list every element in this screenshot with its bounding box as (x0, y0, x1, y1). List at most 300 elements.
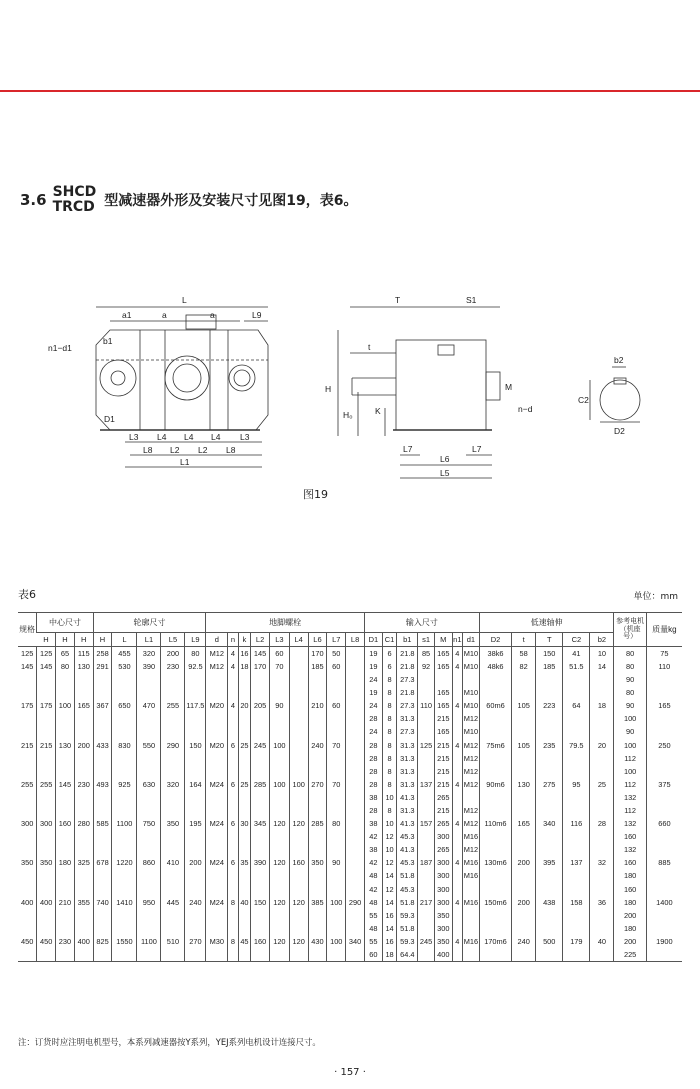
table-cell (463, 673, 480, 686)
dim-a-left: a (162, 310, 167, 320)
table-cell: 4 (452, 857, 462, 870)
table-cell: 300 (37, 817, 56, 830)
table-cell (137, 843, 161, 856)
table-cell: 438 (536, 896, 563, 909)
table-cell (646, 791, 682, 804)
table-cell (308, 686, 327, 699)
table-cell (463, 791, 480, 804)
table-cell: 24 (365, 726, 383, 739)
table-cell: 160 (251, 935, 270, 948)
table-cell (137, 830, 161, 843)
table-cell (308, 804, 327, 817)
table-cell (112, 870, 137, 883)
table-cell (346, 647, 365, 661)
table-cell (74, 870, 93, 883)
table-cell: 120 (269, 857, 289, 870)
table-row (18, 830, 682, 843)
table-cell (536, 726, 563, 739)
table-cell: 265 (434, 843, 452, 856)
table-cell (646, 922, 682, 935)
dim-n-d: n−d (518, 404, 533, 414)
model-bottom: TRCD (52, 199, 95, 215)
table-cell: 28 (365, 752, 383, 765)
table-cell (112, 909, 137, 922)
table-cell: 1100 (137, 935, 161, 948)
table-cell: 65 (56, 647, 75, 661)
table-cell (18, 922, 37, 935)
table-cell (327, 948, 346, 962)
table-cell: 28 (365, 712, 383, 725)
table-cell: 4 (452, 935, 462, 948)
table-cell: 125 (418, 739, 435, 752)
table-cell (346, 791, 365, 804)
table-cell: 25 (238, 739, 251, 752)
dim-L9: L9 (252, 310, 262, 320)
table-cell (646, 948, 682, 962)
table-cell: 80 (56, 660, 75, 673)
table-cell (346, 909, 365, 922)
table-cell: M12 (463, 817, 480, 830)
table-cell (228, 948, 238, 962)
table-cell: 10 (382, 843, 397, 856)
table-cell (269, 765, 289, 778)
table-cell: 8 (382, 726, 397, 739)
table-cell (308, 948, 327, 962)
table-cell: 530 (112, 660, 137, 673)
table-cell (289, 804, 308, 817)
table-cell: 60 (269, 647, 289, 661)
table-cell (185, 804, 206, 817)
table-row (18, 857, 682, 870)
table-cell: 450 (37, 935, 56, 948)
table-cell (93, 765, 112, 778)
table-cell (346, 948, 365, 962)
table-cell: 25 (590, 778, 614, 791)
table-cell: 215 (20, 740, 34, 750)
table-cell (112, 726, 137, 739)
dim-H: H (325, 384, 332, 394)
table-cell: 165 (434, 726, 452, 739)
table-cell: 55 (365, 909, 383, 922)
table-cell: 100 (327, 896, 346, 909)
table-cell: 59.3 (397, 909, 418, 922)
table-cell: 145 (20, 661, 34, 671)
table-cell: 51.8 (397, 870, 418, 883)
table-cell (228, 712, 238, 725)
output-shaft-boss (165, 356, 209, 400)
table-cell: 200 (74, 739, 93, 752)
table-cell (418, 712, 435, 725)
table-cell (161, 948, 185, 962)
table-cell (452, 948, 462, 962)
table-cell: 21.8 (397, 686, 418, 699)
table-cell: 660 (646, 817, 682, 830)
table-cell (112, 686, 137, 699)
table-cell: 31.3 (397, 739, 418, 752)
table-cell: 95 (563, 778, 590, 791)
table-cell: 1550 (112, 935, 137, 948)
table-cell (56, 948, 75, 962)
table-cell: 205 (251, 699, 270, 712)
table-cell: 285 (251, 778, 270, 791)
table-cell: 210 (308, 699, 327, 712)
table-cell (327, 909, 346, 922)
table-cell (185, 830, 206, 843)
table-cell: 325 (74, 857, 93, 870)
table-cell (536, 870, 563, 883)
table-cell (238, 712, 251, 725)
table-cell: M24 (206, 896, 228, 909)
table-cell (37, 804, 56, 817)
dim-a1: a1 (122, 310, 132, 320)
table-cell (479, 673, 511, 686)
table-cell (251, 922, 270, 935)
table-cell: 12 (382, 883, 397, 896)
table-cell: 280 (74, 817, 93, 830)
hdr-spec: 规格 (18, 613, 37, 647)
table-cell: 230 (56, 935, 75, 948)
table-cell (37, 909, 56, 922)
table-cell: 300 (434, 857, 452, 870)
table-cell: 130 (512, 778, 536, 791)
table-cell: 180 (614, 922, 646, 935)
table-cell: 110m6 (479, 817, 511, 830)
table-cell: 150 (251, 896, 270, 909)
table-cell: 120 (289, 817, 308, 830)
table-cell: 350 (434, 935, 452, 948)
table-cell: 300 (434, 922, 452, 935)
table-cell: 41 (563, 647, 590, 661)
table-cell (308, 883, 327, 896)
table-cell (18, 909, 37, 922)
table-cell (479, 922, 511, 935)
table-cell: 175 (20, 701, 34, 711)
figure-caption: 图19 (303, 488, 328, 501)
table-cell (185, 870, 206, 883)
table-cell (238, 804, 251, 817)
col-header: H (93, 633, 112, 647)
table-cell (452, 922, 462, 935)
table-cell (308, 673, 327, 686)
table-cell (251, 883, 270, 896)
table-cell (161, 909, 185, 922)
table-cell: M12 (463, 739, 480, 752)
table-cell (93, 686, 112, 699)
table-cell: 164 (185, 778, 206, 791)
table-cell: 60 (327, 699, 346, 712)
table-cell (563, 686, 590, 699)
table-cell: 6 (382, 660, 397, 673)
table-row (18, 712, 682, 725)
table-cell (161, 870, 185, 883)
table-cell (112, 843, 137, 856)
table-cell: 40 (590, 935, 614, 948)
table-cell (112, 752, 137, 765)
col-header: C2 (563, 633, 590, 647)
table-cell: 21.8 (397, 647, 418, 661)
table-cell (479, 843, 511, 856)
table-cell: 90m6 (479, 778, 511, 791)
table-cell: 90 (614, 726, 646, 739)
table-cell (479, 712, 511, 725)
table-cell: 32 (590, 857, 614, 870)
table-cell: 132 (614, 843, 646, 856)
table-cell: 265 (434, 791, 452, 804)
table-cell (269, 712, 289, 725)
table-cell (452, 673, 462, 686)
table-cell (18, 830, 37, 843)
table-cell (646, 830, 682, 843)
table-cell: 42 (365, 857, 383, 870)
table-cell (418, 804, 435, 817)
table-cell: 80 (185, 647, 206, 661)
table-cell: M24 (206, 817, 228, 830)
table-cell: 25 (238, 778, 251, 791)
table-cell: 12 (382, 830, 397, 843)
table-cell: 116 (563, 817, 590, 830)
table-cell: 4 (452, 817, 462, 830)
table-cell (346, 752, 365, 765)
table-cell: 14 (382, 896, 397, 909)
table-cell (563, 791, 590, 804)
table-cell (327, 830, 346, 843)
table-cell (112, 712, 137, 725)
col-header: L6 (308, 633, 327, 647)
table-cell (137, 791, 161, 804)
table-cell (269, 726, 289, 739)
table-cell (93, 804, 112, 817)
table-cell: 300 (434, 870, 452, 883)
table-cell: 4 (452, 699, 462, 712)
dim-K: K (375, 406, 381, 416)
table-cell (512, 804, 536, 817)
table-cell: 750 (137, 817, 161, 830)
table-cell: 445 (161, 896, 185, 909)
table-cell (512, 922, 536, 935)
table-cell (512, 765, 536, 778)
table-cell (112, 830, 137, 843)
table-cell (206, 673, 228, 686)
table-cell (161, 883, 185, 896)
table-cell: 100 (614, 712, 646, 725)
table-cell: 90 (269, 699, 289, 712)
table-cell (238, 909, 251, 922)
table-cell: 250 (646, 739, 682, 752)
col-header: D1 (365, 633, 383, 647)
table-cell (18, 726, 37, 739)
table-cell: 150m6 (479, 896, 511, 909)
table-cell (112, 791, 137, 804)
table-cell (479, 686, 511, 699)
table-cell (452, 726, 462, 739)
table-cell (563, 830, 590, 843)
table-cell (18, 948, 37, 962)
table-cell: M16 (463, 935, 480, 948)
intermediate-boss (229, 365, 255, 391)
table-cell (536, 712, 563, 725)
table-cell: 41.3 (397, 791, 418, 804)
table-cell (228, 686, 238, 699)
table-cell (93, 883, 112, 896)
table-cell (161, 686, 185, 699)
table-cell (185, 909, 206, 922)
table-cell (452, 804, 462, 817)
table-cell (56, 791, 75, 804)
table-cell: 215 (434, 765, 452, 778)
table-cell (269, 791, 289, 804)
table-cell (228, 909, 238, 922)
table-cell (161, 712, 185, 725)
table-row (18, 935, 682, 948)
table-cell: 493 (93, 778, 112, 791)
table-cell (512, 686, 536, 699)
table-cell (346, 922, 365, 935)
table-cell: 510 (161, 935, 185, 948)
table-cell (346, 857, 365, 870)
table-cell (590, 791, 614, 804)
table-cell (590, 948, 614, 962)
table-cell (228, 870, 238, 883)
table-cell: 245 (418, 935, 435, 948)
table-cell: 215 (37, 739, 56, 752)
table-cell: 8 (382, 778, 397, 791)
table-cell: 16 (382, 935, 397, 948)
table-cell: 650 (112, 699, 137, 712)
table-cell: 6 (228, 778, 238, 791)
table-cell (646, 870, 682, 883)
table-cell (137, 726, 161, 739)
table-cell: 300 (434, 896, 452, 909)
table-cell: 390 (251, 857, 270, 870)
table-row (18, 726, 682, 739)
table-cell (346, 817, 365, 830)
table-cell (251, 726, 270, 739)
table-cell (238, 686, 251, 699)
table-cell (646, 909, 682, 922)
col-header: n1 (452, 633, 462, 647)
table-cell (418, 791, 435, 804)
table-cell (536, 948, 563, 962)
table-cell: 10 (382, 791, 397, 804)
table-cell: M24 (206, 778, 228, 791)
table-cell (238, 883, 251, 896)
table-cell (289, 712, 308, 725)
table-cell: 48 (365, 922, 383, 935)
table-cell: 100 (289, 778, 308, 791)
table-cell: 320 (137, 647, 161, 661)
table-cell: 59.3 (397, 935, 418, 948)
table-cell (37, 948, 56, 962)
table-cell (18, 686, 37, 699)
table-cell (269, 686, 289, 699)
table-cell (512, 752, 536, 765)
table-cell (418, 909, 435, 922)
table-cell (74, 752, 93, 765)
table-row (18, 948, 682, 962)
table-cell: 170m6 (479, 935, 511, 948)
table-cell (479, 791, 511, 804)
table-cell: M16 (463, 830, 480, 843)
table-cell (536, 752, 563, 765)
table-cell: 160 (56, 817, 75, 830)
table-cell: 42 (365, 830, 383, 843)
table-cell (590, 909, 614, 922)
dim-C2: C2 (578, 395, 589, 405)
table-cell (18, 673, 37, 686)
table-cell (327, 726, 346, 739)
table-cell: 64 (563, 699, 590, 712)
table-cell: 165 (434, 660, 452, 673)
table-cell: 145 (37, 660, 56, 673)
table-cell: 92 (418, 660, 435, 673)
table-cell: 20 (238, 699, 251, 712)
table-cell: M12 (463, 778, 480, 791)
table-cell: 367 (93, 699, 112, 712)
col-header: L9 (185, 633, 206, 647)
table-row (18, 673, 682, 686)
dim-L4-b: L4 (184, 432, 194, 442)
table-cell (308, 712, 327, 725)
table-cell (289, 830, 308, 843)
table-cell (206, 686, 228, 699)
table-cell (512, 909, 536, 922)
table-cell: 165 (434, 699, 452, 712)
table-cell: 165 (512, 817, 536, 830)
table-cell: 400 (434, 948, 452, 962)
table-cell (289, 765, 308, 778)
table-cell (112, 922, 137, 935)
table-cell (74, 686, 93, 699)
table-cell (228, 843, 238, 856)
table-row (18, 909, 682, 922)
table-cell: 925 (112, 778, 137, 791)
table-cell (308, 765, 327, 778)
table-cell (512, 726, 536, 739)
shaft-section (600, 380, 640, 420)
table-cell: 18 (382, 948, 397, 962)
table-cell (251, 673, 270, 686)
table-cell (536, 922, 563, 935)
table-row (18, 817, 682, 830)
table-cell (590, 686, 614, 699)
section-title: 型减速器外形及安装尺寸见图19，表6。 (104, 193, 358, 209)
table-cell: 1400 (646, 896, 682, 909)
table-cell: 240 (185, 896, 206, 909)
dim-D2: D2 (614, 426, 625, 436)
table-cell: M20 (206, 739, 228, 752)
table-cell (37, 791, 56, 804)
table-row (18, 739, 682, 752)
table-cell (563, 922, 590, 935)
table-cell (269, 804, 289, 817)
table-cell: 130 (56, 739, 75, 752)
table-cell (308, 909, 327, 922)
table-cell: 395 (536, 857, 563, 870)
table-cell (346, 660, 365, 673)
table-cell: M16 (463, 896, 480, 909)
table-row (18, 660, 682, 673)
table-cell: M12 (463, 843, 480, 856)
table-cell (563, 712, 590, 725)
table-cell: 165 (434, 647, 452, 661)
table-cell: 300 (434, 883, 452, 896)
table-cell (289, 909, 308, 922)
table-cell: 48 (365, 896, 383, 909)
table-cell (161, 791, 185, 804)
table-cell: 355 (74, 896, 93, 909)
table-cell: 130m6 (479, 857, 511, 870)
col-header: s1 (418, 633, 435, 647)
